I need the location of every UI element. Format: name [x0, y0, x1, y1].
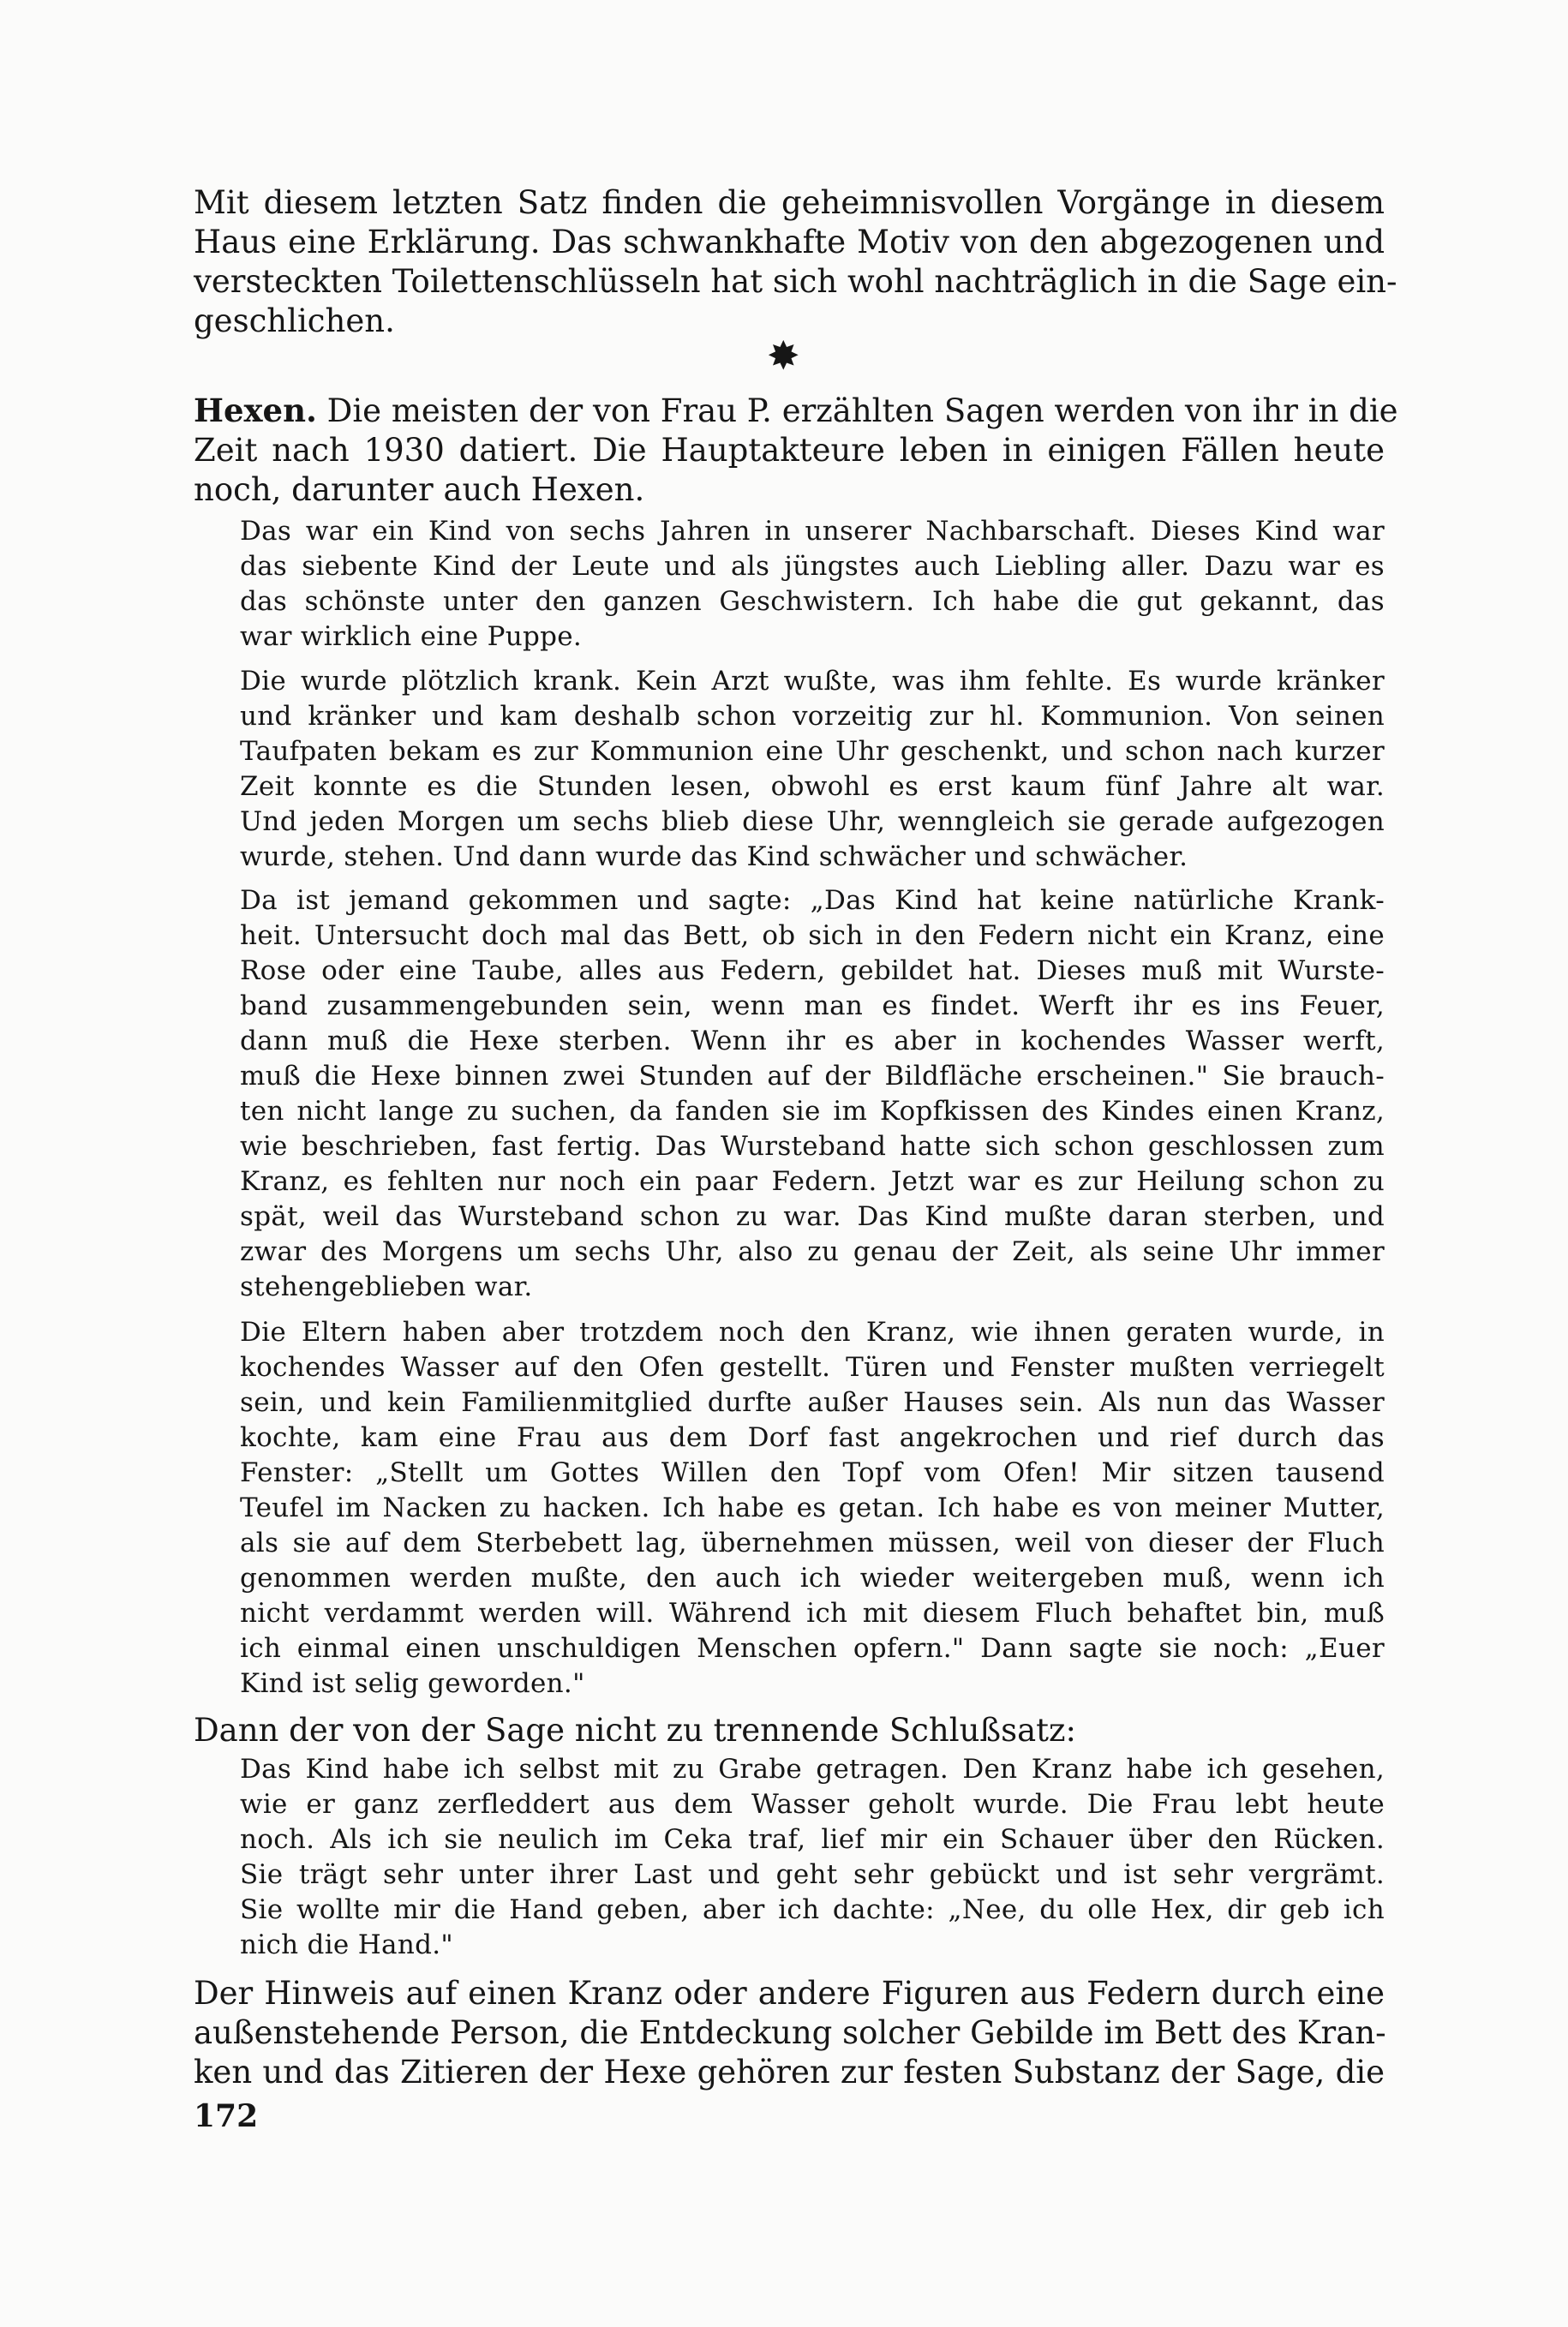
quote-3-line-9: Kranz, es fehlten nur noch ein paar Federn. Jetzt war es zur Heilung schon zu: [240, 1166, 1385, 1197]
quote-2-line-6: wurde, stehen. Und dann wurde das Kind schwächer und schwächer.: [240, 841, 1188, 872]
section-line-1-text: Die meisten der von Frau P. erzählten Sagen werden von ihr in die: [326, 392, 1398, 429]
closing-quote-line-2: wie er ganz zerfleddert aus dem Wasser geholt wurde. Die Frau lebt heute: [240, 1789, 1385, 1820]
closing-quote-line-1: Das Kind habe ich selbst mit zu Grabe getragen. Den Kranz habe ich gesehen,: [240, 1754, 1385, 1785]
quote-2-line-4: Zeit konnte es die Stunden lesen, obwohl es erst kaum fünf Jahre alt war.: [240, 771, 1385, 802]
closing-quote-line-6: nich die Hand.": [240, 1929, 453, 1960]
quote-4-line-7: als sie auf dem Sterbebett lag, übernehmen müssen, weil von dieser der Fluch: [240, 1528, 1385, 1558]
closing-quote-line-4: Sie trägt sehr unter ihrer Last und geht sehr gebückt und ist sehr vergrämt.: [240, 1859, 1385, 1890]
page-number: 172: [194, 2098, 259, 2134]
closing-intro: Dann der von der Sage nicht zu trennende Schlußsatz:: [194, 1712, 1076, 1749]
quote-2-line-3: Taufpaten bekam es zur Kommunion eine Uhr geschenkt, und schon nach kurzer: [240, 736, 1385, 767]
quote-1-line-2: das siebente Kind der Leute und als jüngstes auch Liebling aller. Dazu war es: [240, 551, 1385, 582]
closing-quote-line-3: noch. Als ich sie neulich im Ceka traf, lief mir ein Schauer über den Rücken.: [240, 1824, 1385, 1855]
quote-1-line-4: war wirklich eine Puppe.: [240, 621, 583, 652]
quote-4-line-10: ich einmal einen unschuldigen Menschen opfern." Dann sagte sie noch: „Euer: [240, 1633, 1385, 1664]
quote-4-line-2: kochendes Wasser auf den Ofen gestellt. Türen und Fenster mußten verriegelt: [240, 1352, 1385, 1383]
quote-1-line-1: Das war ein Kind von sechs Jahren in unserer Nachbarschaft. Dieses Kind war: [240, 516, 1385, 547]
quote-2-line-2: und kränker und kam deshalb schon vorzeitig zur hl. Kommunion. Von seinen: [240, 701, 1385, 732]
quote-2-line-1: Die wurde plötzlich krank. Kein Arzt wußte, was ihm fehlte. Es wurde kränker: [240, 666, 1385, 697]
quote-4-line-9: nicht verdammt werden will. Während ich mit diesem Fluch behaftet bin, muß: [240, 1598, 1385, 1629]
quote-3-line-10: spät, weil das Wursteband schon zu war. Das Kind mußte daran sterben, und: [240, 1201, 1385, 1232]
quote-3-line-4: band zusammengebunden sein, wenn man es findet. Werft ihr es ins Feuer,: [240, 990, 1385, 1021]
intro-line-4: geschlichen.: [194, 302, 395, 339]
quote-3-line-11: zwar des Morgens um sechs Uhr, also zu genau der Zeit, als seine Uhr immer: [240, 1236, 1385, 1267]
quote-4-line-11: Kind ist selig geworden.": [240, 1668, 585, 1699]
quote-4-line-1: Die Eltern haben aber trotzdem noch den Kranz, wie ihnen geraten wurde, in: [240, 1317, 1385, 1348]
quote-3-line-5: dann muß die Hexe sterben. Wenn ihr es aber in kochendes Wasser werft,: [240, 1026, 1385, 1056]
quote-4-line-4: kochte, kam eine Frau aus dem Dorf fast angekrochen und rief durch das: [240, 1422, 1385, 1453]
quote-3-line-1: Da ist jemand gekommen und sagte: „Das Kind hat keine natürliche Krank-: [240, 885, 1385, 916]
final-line-1: Der Hinweis auf einen Kranz oder andere Figuren aus Federn durch eine: [194, 1975, 1385, 2012]
section-separator-icon: ✸: [767, 332, 800, 379]
quote-3-line-7: ten nicht lange zu suchen, da fanden sie im Kopfkissen des Kindes einen Kranz,: [240, 1096, 1385, 1127]
quote-4-line-3: sein, und kein Familienmitglied durfte außer Hauses sein. Als nun das Wasser: [240, 1387, 1385, 1418]
quote-3-line-12: stehengeblieben war.: [240, 1271, 533, 1302]
quote-4-line-8: genommen werden mußte, den auch ich wieder weitergeben muß, wenn ich: [240, 1563, 1385, 1594]
section-heading: Hexen.: [194, 392, 317, 429]
intro-line-3: versteckten Toilettenschlüsseln hat sich wohl nachträglich in die Sage ein-: [194, 263, 1397, 300]
quote-4-line-6: Teufel im Nacken zu hacken. Ich habe es getan. Ich habe es von meiner Mutter,: [240, 1493, 1385, 1523]
section-line-1: [194, 392, 1398, 429]
final-line-3: ken und das Zitieren der Hexe gehören zur festen Substanz der Sage, die: [194, 2054, 1385, 2091]
intro-line-1: Mit diesem letzten Satz finden die geheimnisvollen Vorgänge in diesem: [194, 184, 1385, 221]
quote-3-line-6: muß die Hexe binnen zwei Stunden auf der Bildfläche erscheinen." Sie brauch-: [240, 1061, 1385, 1092]
quote-3-line-3: Rose oder eine Taube, alles aus Federn, gebildet hat. Dieses muß mit Wurste-: [240, 955, 1385, 986]
quote-3-line-2: heit. Untersucht doch mal das Bett, ob sich in den Federn nicht ein Kranz, eine: [240, 920, 1385, 951]
quote-1-line-3: das schönste unter den ganzen Geschwistern. Ich habe die gut gekannt, das: [240, 586, 1385, 617]
intro-line-2: Haus eine Erklärung. Das schwankhafte Motiv von den abgezogenen und: [194, 224, 1385, 260]
quote-4-line-5: Fenster: „Stellt um Gottes Willen den Topf vom Ofen! Mir sitzen tausend: [240, 1457, 1385, 1488]
section-line-2: Zeit nach 1930 datiert. Die Hauptakteure leben in einigen Fällen heute: [194, 432, 1385, 469]
quote-2-line-5: Und jeden Morgen um sechs blieb diese Uhr, wenngleich sie gerade aufgezogen: [240, 806, 1385, 837]
section-line-3: noch, darunter auch Hexen.: [194, 471, 645, 508]
final-line-2: außenstehende Person, die Entdeckung solcher Gebilde im Bett des Kran-: [194, 2014, 1386, 2051]
quote-3-line-8: wie beschrieben, fast fertig. Das Wursteband hatte sich schon geschlossen zum: [240, 1131, 1385, 1162]
closing-quote-line-5: Sie wollte mir die Hand geben, aber ich dachte: „Nee, du olle Hex, dir geb ich: [240, 1894, 1385, 1925]
